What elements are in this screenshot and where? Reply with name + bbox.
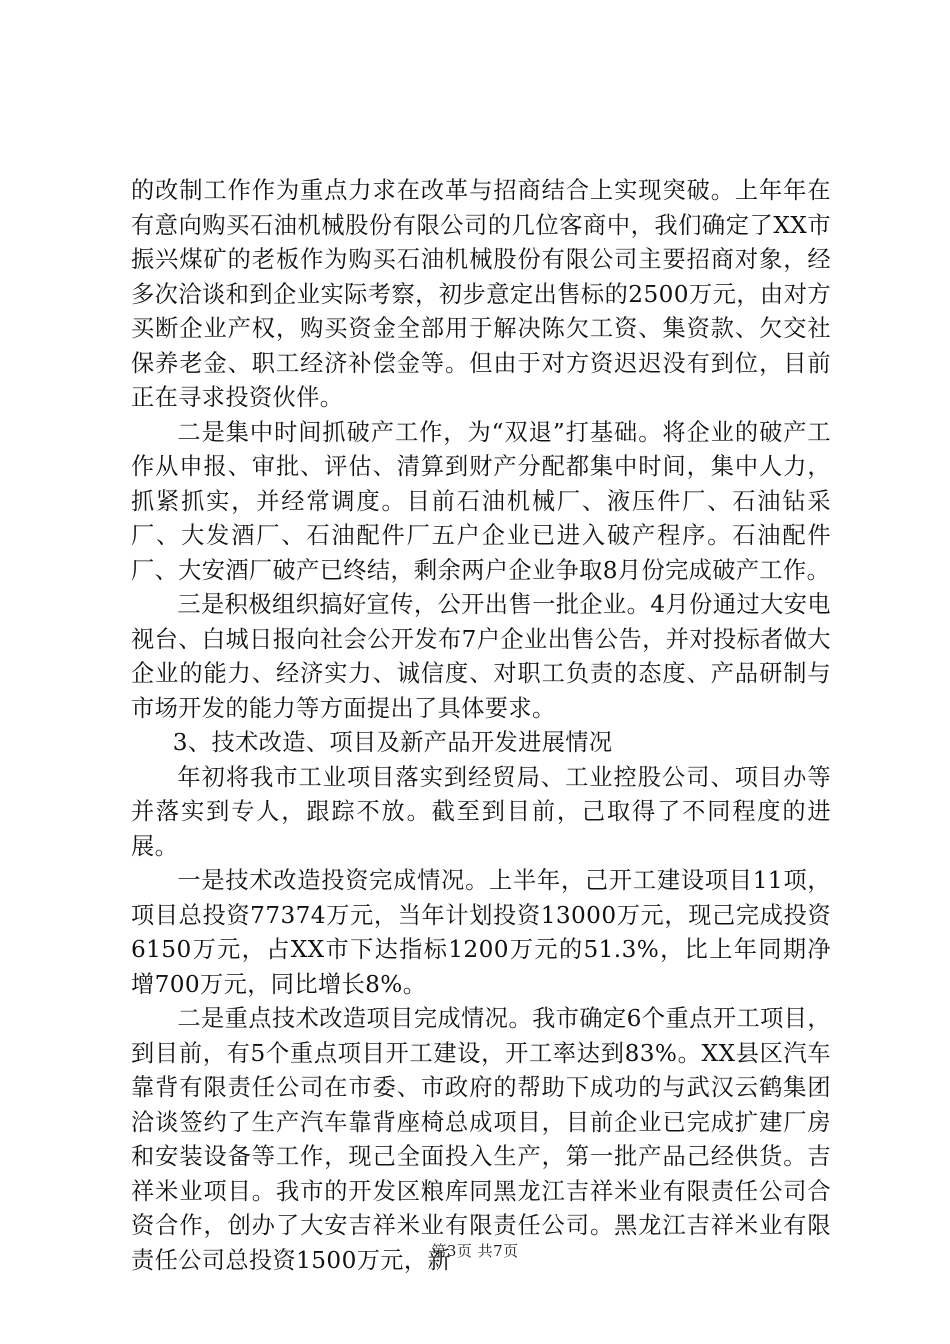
paragraph-bankruptcy-work: 二是集中时间抓破产工作，为“双退”打基础。将企业的破产工作从申报、审批、评估、清算到财产分配都集中时间，集中人力，抓紧抓实，并经常调度。目前石油机械厂、液压件厂、石油钻采厂、大发酒厂、石油配件厂五户企业已进入破产程序。石油配件厂、大安酒厂破产已终结，剩余两户企业争取8月份完成破产工作。 xyxy=(131,418,831,584)
section-heading-tech-upgrade: 3、技术改造、项目及新产品开发进展情况 xyxy=(172,729,613,756)
paragraph-key-projects: 二是重点技术改造项目完成情况。我市确定6个重点开工项目，到目前，有5个重点项目开工建设，开工率达到83%。XX县区汽车靠背有限责任公司在市委、市政府的帮助下成功的与武汉云鹤集团洽谈签约了生产汽车靠背座椅总成项目，目前企业已完成扩建厂房和安装设备等工作，现己全面投入生产，第一批产品己经供货。吉祥米业项目。我市的开发区粮库同黑龙江吉祥米业有限责任公司合资合作，创办了大安吉祥米业有限责任公司。黑龙江吉祥米业有限责任公司总投资1500万元，新 xyxy=(131,1005,831,1274)
page-number-footer: 第3页 共7页 xyxy=(431,1242,519,1260)
paragraph-project-assignment: 年初将我市工业项目落实到经贸局、工业控股公司、项目办等并落实到专人，跟踪不放。截至到目前，己取得了不同程度的进展。 xyxy=(131,763,831,860)
paragraph-tech-investment: 一是技术改造投资完成情况。上半年，己开工建设项目11项，项目总投资77374万元，当年计划投资13000万元，现己完成投资6150万元，占XX市下达指标1200万元的51.3%，比上年同期净增700万元，同比增长8%。 xyxy=(131,867,831,998)
paragraph-enterprise-sale: 三是积极组织搞好宣传，公开出售一批企业。4月份通过大安电视台、白城日报向社会公开发布7户企业出售公告，并对投标者做大企业的能力、经济实力、诚信度、对职工负责的态度、产品研制与市场开发的能力等方面提出了具体要求。 xyxy=(131,591,831,722)
document-body xyxy=(131,174,831,1278)
paragraph-reform-investment: 的改制工作作为重点力求在改革与招商结合上实现突破。上年年在有意向购买石油机械股份有限公司的几位客商中，我们确定了XX市振兴煤矿的老板作为购买石油机械股份有限公司主要招商对象，经多次洽谈和到企业实际考察，初步意定出售标的2500万元，由对方买断企业产权，购买资金全部用于解决陈欠工资、集资款、欠交社保养老金、职工经济补偿金等。但由于对方资迟迟没有到位，目前正在寻求投资伙伴。 xyxy=(131,177,831,411)
